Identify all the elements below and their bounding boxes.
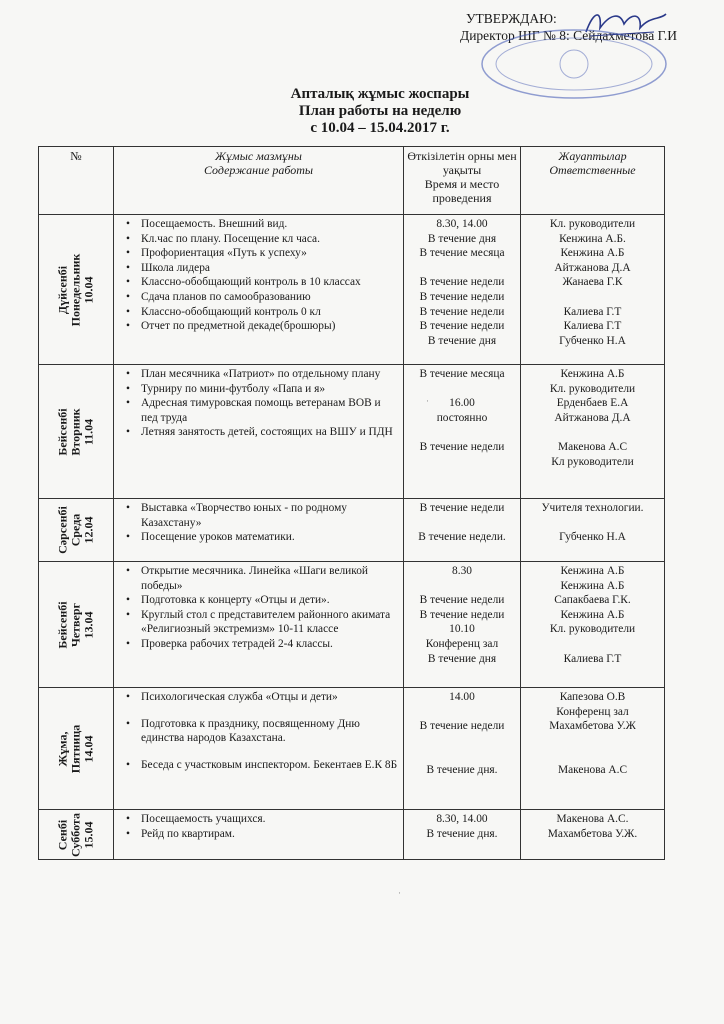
time-line: В течение недели (419, 608, 505, 621)
activity-item: • Посещение уроков математики. (141, 530, 400, 545)
day-label (57, 506, 96, 554)
day-date: 12.04 (81, 516, 96, 544)
responsible-line: Губченко Н.А (559, 531, 626, 544)
activity-item: • Посещаемость учащихся. (141, 812, 400, 827)
responsible-line: Кл. руководители (549, 623, 636, 636)
activities-list (117, 367, 400, 440)
activities-cell (114, 562, 404, 688)
responsible-line: Сапакбаева Г.К. (554, 594, 631, 607)
day-name-kz: Дүйсенбі (55, 265, 70, 314)
responsible-cell (521, 365, 665, 499)
responsible-line: Махамбетова У.Ж (549, 720, 636, 733)
responsible-line: Учителя технологии. (541, 502, 644, 514)
day-label (57, 813, 96, 857)
time-place-cell (404, 215, 521, 365)
activity-item: • Подготовка к концерту «Отцы и дети». (141, 593, 400, 608)
time-line: В течение дня (427, 334, 497, 347)
time-line: 8.30 (452, 565, 472, 577)
time-line: 14.00 (449, 691, 475, 703)
day-row (39, 562, 665, 688)
time-line: 10.10 (449, 623, 475, 636)
day-date: 13.04 (81, 611, 96, 639)
time-line: В течение недели (419, 502, 505, 514)
responsible-cell (521, 562, 665, 688)
activity-item: • Психологическая служба «Отцы и дети» (141, 690, 400, 705)
day-name-ru: Среда (68, 513, 83, 547)
responsible-line: Губченко Н.А (559, 334, 626, 347)
activities-cell (114, 215, 404, 365)
responsible-line: Кенжина А.Б (560, 565, 625, 577)
activity-item: • Профориентация «Путь к успеху» (141, 246, 400, 261)
activity-item: • Классно-обобщающий контроль 0 кл (141, 305, 400, 320)
responsible-line: Кл. руководители (549, 382, 636, 395)
day-name-kz: Сәрсенбі (55, 506, 70, 554)
responsible-line: Махамбетова У.Ж. (547, 827, 638, 840)
responsible-line: Кенжина А.Б (560, 247, 625, 260)
responsible-cell (521, 499, 665, 562)
header-place (404, 147, 521, 215)
time-line: В течение дня (427, 652, 497, 665)
responsible-line: Кенжина А.Б (560, 579, 625, 592)
time-line: В течение недели (419, 276, 505, 289)
time-line: постоянно (436, 411, 488, 424)
day-label (57, 724, 96, 772)
title-dates: с 10.04 – 15.04.2017 г. (310, 120, 450, 136)
day-label-cell (39, 365, 114, 499)
day-name-ru: Четверг (68, 602, 83, 647)
day-label-cell (39, 562, 114, 688)
day-label-cell (39, 810, 114, 860)
activity-item: • Классно-обобщающий контроль в 10 классах (141, 275, 400, 290)
time-line: В течение месяца (419, 368, 505, 380)
day-name-ru: Суббота (68, 812, 83, 857)
responsible-line: Кенжина А.Б. (559, 232, 626, 245)
responsible-line: Ерденбаев Е.А (556, 397, 629, 410)
header-num: № (39, 147, 114, 215)
responsible-line: Конференц зал (556, 705, 629, 718)
activities-list (117, 501, 400, 545)
approve-label: УТВЕРЖДАЮ: (466, 11, 557, 26)
responsible-line: Кенжина А.Б (560, 608, 625, 621)
activity-item: • Проверка рабочих тетрадей 2-4 классы. (141, 637, 400, 652)
day-row (39, 688, 665, 810)
activity-item: • Беседа с участковым инспектором. Бекентаев Е.К 8Б (141, 758, 400, 773)
day-row (39, 215, 665, 365)
responsible-line (524, 734, 661, 749)
title-ru: План работы на неделю (298, 103, 462, 119)
day-label (57, 253, 96, 326)
header-responsible (521, 147, 665, 215)
time-line (407, 734, 517, 749)
header-content (114, 147, 404, 215)
responsible-line: Жанаева Г.К (562, 276, 623, 289)
activities-cell (114, 499, 404, 562)
activity-item: • Школа лидера (141, 261, 400, 276)
responsible-line (524, 637, 661, 652)
header-resp-kz: Жауаптылар (558, 149, 627, 163)
activity-item: • План месячника «Патриот» по отдельному плану (141, 367, 400, 382)
day-row (39, 810, 665, 860)
time-line: В течение недели (419, 440, 505, 453)
responsible-line: Кл руководители (551, 455, 634, 468)
responsible-cell (521, 215, 665, 365)
time-place-cell (404, 688, 521, 810)
time-line (407, 261, 517, 276)
day-name-kz: Бейсенбі (55, 600, 70, 649)
activity-item: • Посещаемость. Внешний вид. (141, 217, 400, 232)
day-label-cell (39, 499, 114, 562)
activities-cell (114, 810, 404, 860)
time-line (407, 748, 517, 763)
header-content-kz: Жұмыс мазмұны (215, 149, 302, 163)
day-date: 15.04 (81, 821, 96, 848)
activity-item: • Летняя занятость детей, состоящих на ВШУ и ПДН (141, 425, 400, 440)
time-place-cell (404, 499, 521, 562)
responsible-line: Макенова А.С (557, 763, 628, 776)
day-name-ru: Вторник (68, 407, 83, 456)
time-line (407, 382, 517, 397)
responsible-line: Макенова А.С (557, 440, 628, 453)
responsible-line: Кенжина А.Б (560, 368, 625, 380)
day-label (57, 408, 96, 455)
time-line: 16.00 (449, 397, 475, 410)
activity-item: • Подготовка к празднику, посвященному Дню единства народов Казахстана. (141, 717, 400, 746)
time-line: В течение месяца (419, 247, 505, 260)
responsible-line: Айтжанова Д.А (554, 411, 631, 424)
day-row (39, 499, 665, 562)
time-line: Конференц зал (425, 637, 499, 650)
activity-item: • Открытие месячника. Линейка «Шаги великой победы» (141, 564, 400, 593)
director-line: Директор ШГ № 8: Сейдахметова Г.И (460, 28, 678, 43)
responsible-line (524, 748, 661, 763)
responsible-line (524, 425, 661, 440)
time-place-cell (404, 810, 521, 860)
responsible-cell (521, 688, 665, 810)
header-place-ru: Время и место проведения (424, 177, 500, 205)
title-kz: Апталық жұмыс жоспары (290, 86, 470, 102)
day-name-kz: Жұма, (55, 731, 70, 766)
time-line: В течение дня (427, 232, 497, 245)
activities-list (117, 564, 400, 652)
day-label-cell (39, 215, 114, 365)
activity-item: • Кл.час по плану. Посещение кл часа. (141, 232, 400, 247)
responsible-line: Капезова О.В (559, 691, 626, 703)
day-date: 11.04 (81, 418, 96, 445)
responsible-line: Макенова А.С. (556, 813, 629, 825)
responsible-line: Калиева Г.Т (563, 652, 622, 665)
activities-cell (114, 365, 404, 499)
time-line (407, 425, 517, 440)
activities-list (117, 690, 400, 772)
activity-item: • Адресная тимуровская помощь ветеранам ВОВ и пед труда (141, 396, 400, 425)
activity-item: • Выставка «Творчество юных - по родному Казахстану» (141, 501, 400, 530)
scan-mark: · (426, 396, 429, 406)
day-name-kz: Сенбі (55, 819, 70, 850)
activity-item: • Отчет по предметной декаде(брошюры) (141, 319, 400, 334)
time-line: В течение дня. (426, 827, 498, 840)
day-date: 10.04 (81, 276, 96, 304)
time-line: В течение недели (419, 594, 505, 607)
time-line: В течение недели (419, 320, 505, 333)
scan-mark: · (398, 888, 401, 898)
responsible-line: Кл. руководители (549, 218, 636, 230)
responsible-line: Айтжанова Д.А (554, 261, 631, 274)
time-line (407, 579, 517, 594)
time-line: 8.30, 14.00 (436, 813, 488, 825)
time-line: В течение дня. (426, 763, 498, 776)
time-place-cell (404, 365, 521, 499)
time-line: В течение недели (419, 305, 505, 318)
time-line: 8.30, 14.00 (436, 218, 488, 230)
day-label (57, 601, 96, 648)
responsible-line (524, 290, 661, 305)
activity-item: • Круглый стол с представителем районного акимата «Религиозный экстремизм» 10-11 классе (141, 608, 400, 637)
day-row (39, 365, 665, 499)
document-title (230, 86, 530, 137)
time-line (407, 516, 517, 531)
header-place-kz: Өткізілетін орны мен уақыты (407, 149, 517, 177)
approval-block (460, 10, 720, 44)
responsible-line: Калиева Г.Т (563, 305, 622, 318)
activity-item: • Сдача планов по самообразованию (141, 290, 400, 305)
time-line (407, 705, 517, 720)
header-content-ru: Содержание работы (203, 163, 314, 177)
activities-list (117, 812, 400, 841)
header-resp-ru: Ответственные (549, 163, 636, 177)
activities-cell (114, 688, 404, 810)
responsible-line (524, 516, 661, 531)
time-place-cell (404, 562, 521, 688)
day-name-ru: Понедельник (68, 253, 83, 326)
activity-item: • Рейд по квартирам. (141, 827, 400, 842)
responsible-line: Калиева Г.Т (563, 320, 622, 333)
day-date: 14.04 (81, 735, 96, 762)
day-name-kz: Бейсенбі (55, 407, 70, 456)
activities-list (117, 217, 400, 334)
time-line: В течение недели. (418, 531, 506, 544)
activity-item: • Турниру по мини-футболу «Папа и я» (141, 382, 400, 397)
responsible-cell (521, 810, 665, 860)
time-line: В течение недели (419, 290, 505, 303)
plan-body (39, 215, 665, 860)
weekly-plan-table (38, 146, 665, 860)
day-name-ru: Пятница (68, 724, 83, 773)
header-row (39, 147, 665, 215)
day-label-cell (39, 688, 114, 810)
time-line: В течение недели (419, 720, 505, 733)
